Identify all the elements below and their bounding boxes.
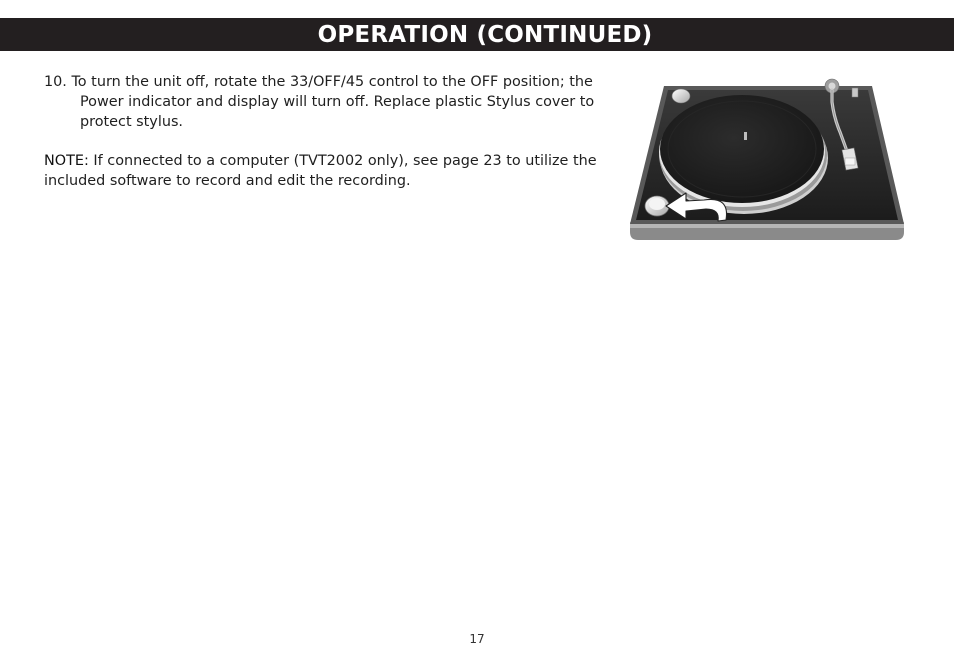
page-title: OPERATION (CONTINUED) xyxy=(317,21,653,48)
instructions xyxy=(44,72,614,191)
note-text: If connected to a computer (TVT2002 only), see page 23 to utilize the included software to record and edit the recording. xyxy=(44,153,597,189)
turntable-illustration-icon xyxy=(626,72,908,246)
turntable-figure xyxy=(626,72,908,246)
step-10: 10. To turn the unit off, rotate the 33/OFF/45 control to the OFF position; the Power indicator and display will turn off. Replace plastic Stylus cover to protect stylus. xyxy=(44,74,595,130)
note xyxy=(44,151,614,191)
note-label: NOTE: xyxy=(44,153,89,169)
page-number: 17 xyxy=(469,632,485,646)
section-header xyxy=(0,18,954,51)
